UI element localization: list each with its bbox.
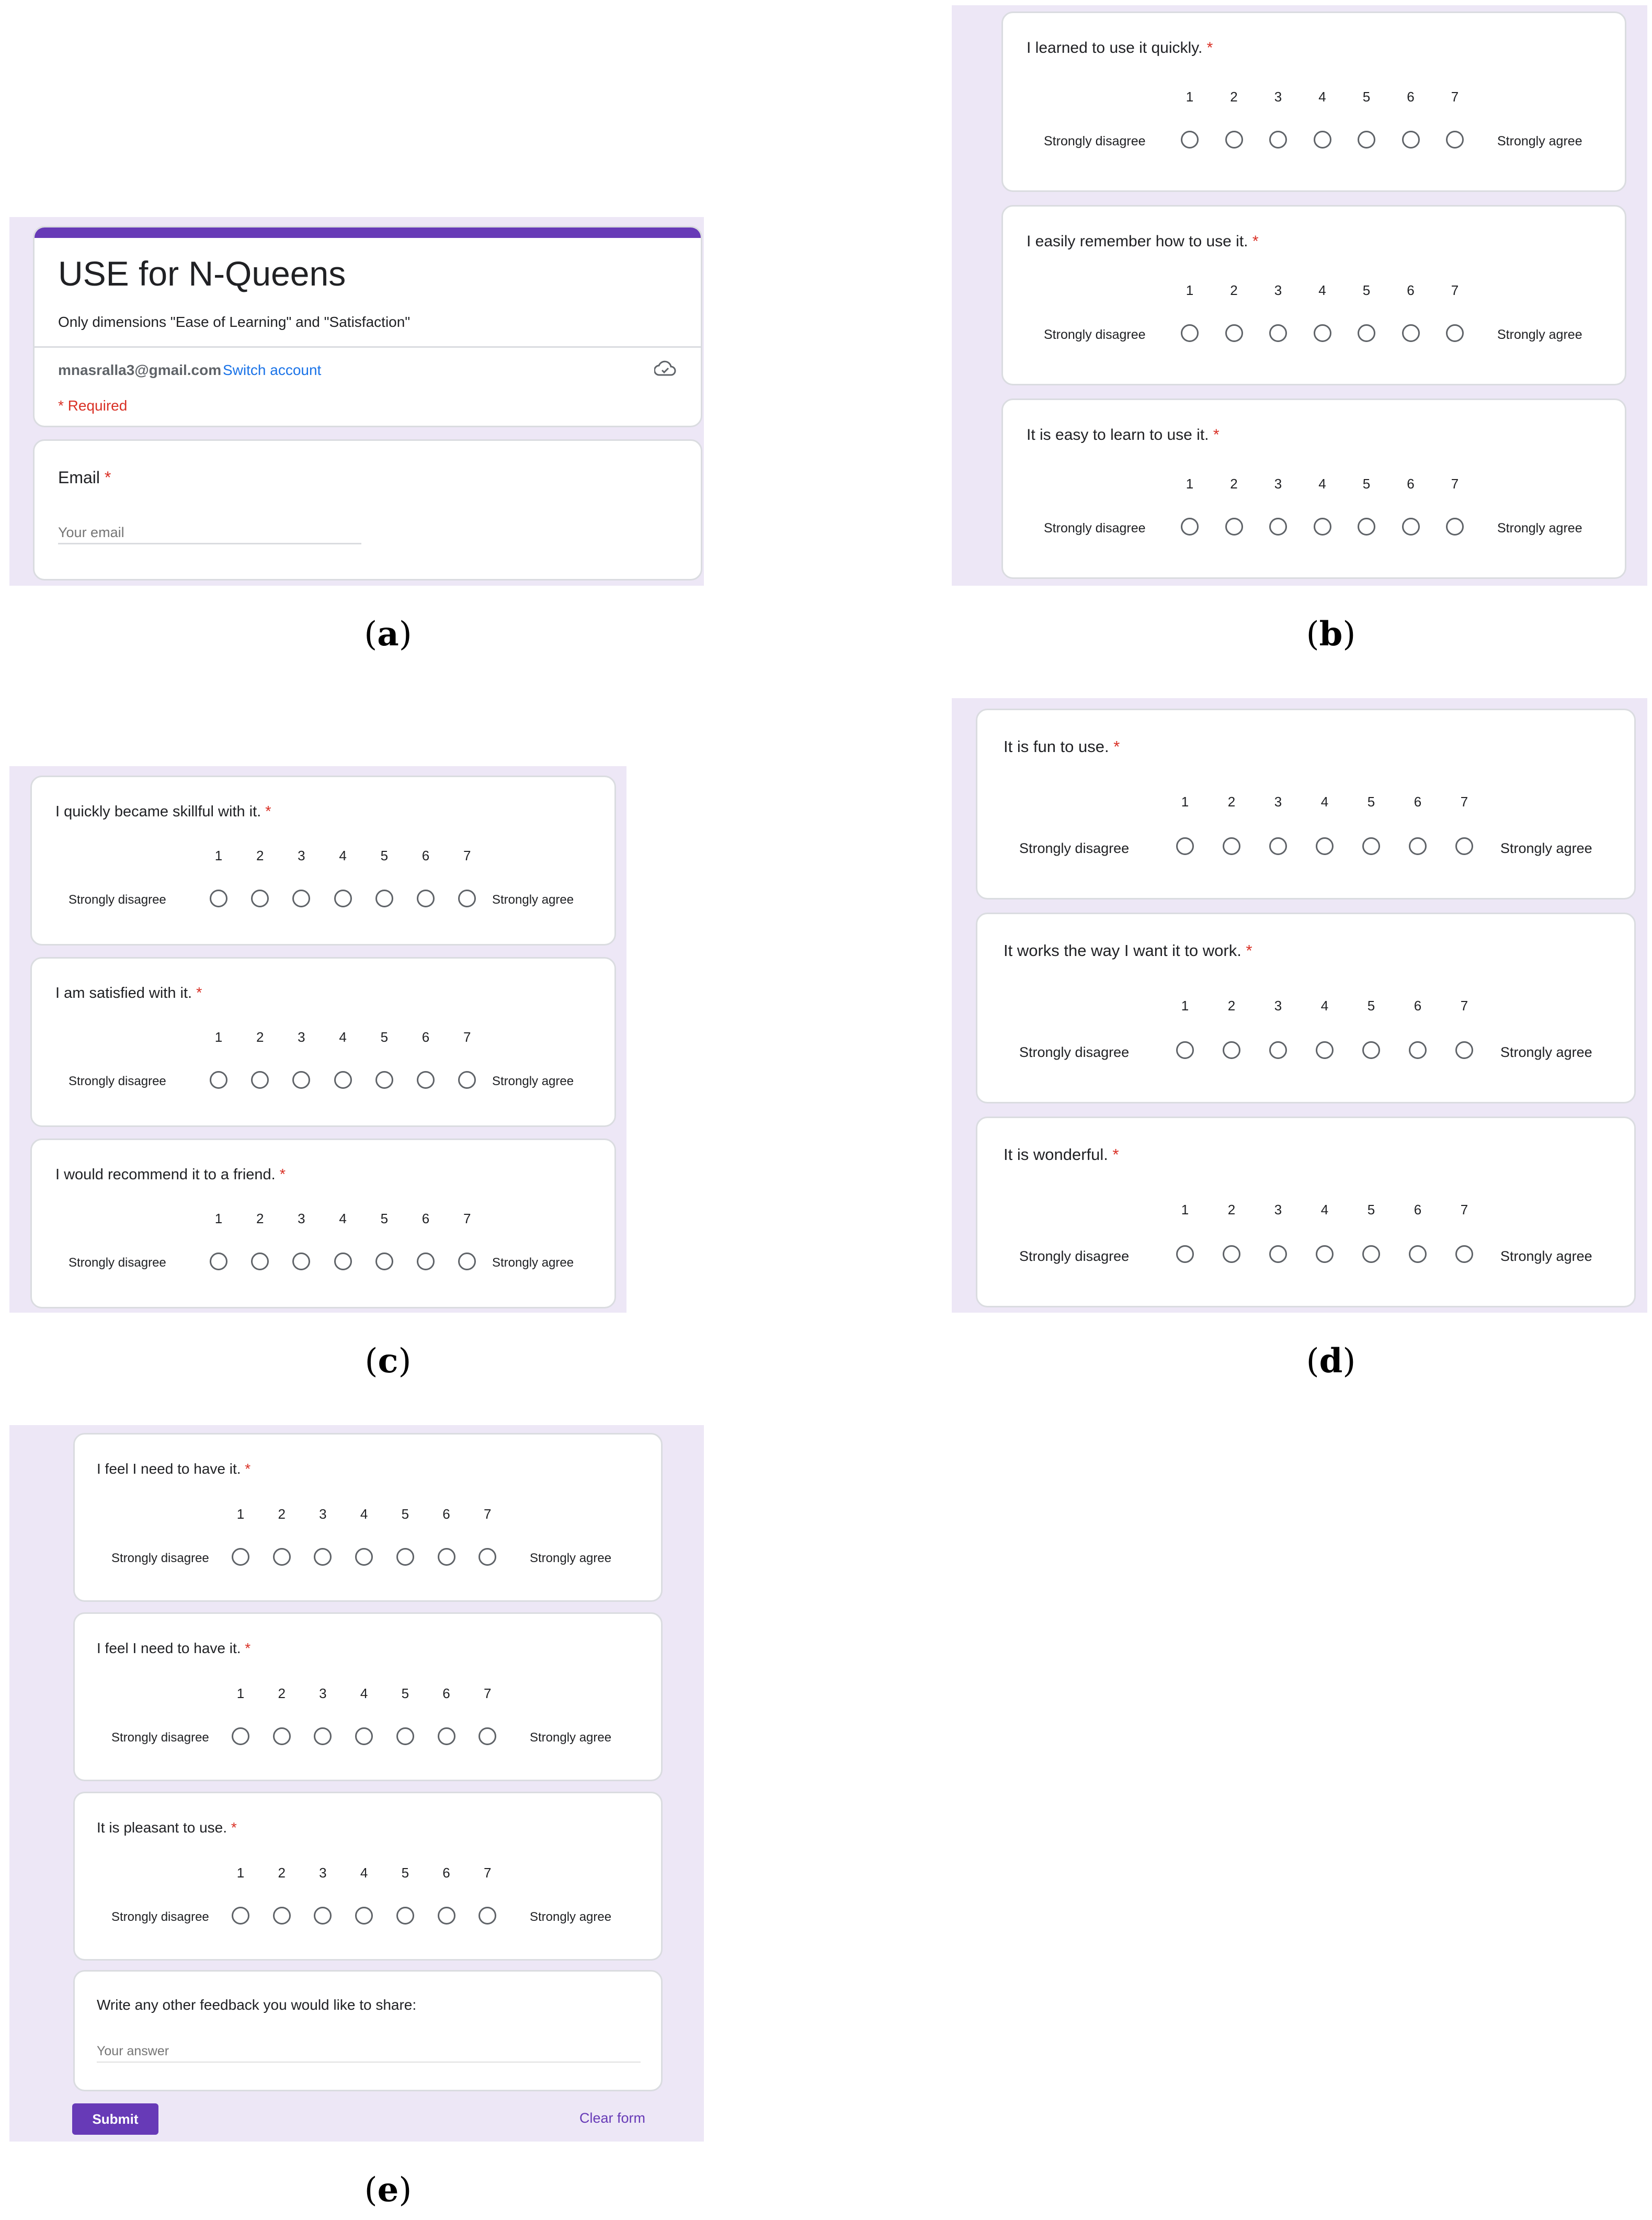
- scale-number: 4: [360, 1686, 368, 1701]
- required-asterisk: *: [261, 803, 271, 820]
- scale-number: 1: [1181, 794, 1189, 810]
- scale-number: 3: [298, 1211, 305, 1226]
- scale-number: 2: [1227, 794, 1236, 810]
- scale-radio-6[interactable]: [438, 1548, 455, 1566]
- scale-number: 1: [214, 1211, 223, 1226]
- question-label: I feel I need to have it.: [97, 1640, 241, 1656]
- scale-radio-3[interactable]: [1269, 837, 1287, 855]
- scale-low-label: Strongly disagree: [111, 1910, 209, 1924]
- scale-radio-1[interactable]: [1181, 131, 1199, 149]
- scale-radio-2[interactable]: [1223, 1041, 1240, 1059]
- scale-radio-7[interactable]: [1455, 1041, 1473, 1059]
- scale-radio-6[interactable]: [417, 890, 435, 907]
- question-text: [1004, 941, 1252, 960]
- required-asterisk: *: [192, 985, 202, 1001]
- scale-number: 1: [214, 848, 223, 863]
- question-text: [55, 1166, 286, 1183]
- required-asterisk: *: [227, 1819, 237, 1836]
- scale-radio-2[interactable]: [1223, 1245, 1240, 1263]
- submit-button[interactable]: Submit: [72, 2103, 158, 2135]
- scale-number: 6: [1414, 794, 1422, 810]
- scale-number: 5: [401, 1865, 409, 1881]
- question-card: [30, 957, 616, 1127]
- scale-low-label: Strongly disagree: [1044, 327, 1146, 342]
- scale-number: 5: [401, 1686, 409, 1701]
- scale-radio-3[interactable]: [1269, 518, 1287, 536]
- scale-radio-5[interactable]: [1362, 837, 1380, 855]
- question-text: [1027, 233, 1259, 251]
- scale-high-label: Strongly agree: [530, 1731, 612, 1745]
- scale-radio-2[interactable]: [251, 1071, 269, 1089]
- scale-number: 2: [1230, 282, 1238, 298]
- scale-radio-1[interactable]: [1176, 837, 1194, 855]
- scale-high-label: Strongly agree: [492, 1074, 574, 1088]
- question-card: [30, 776, 616, 946]
- scale-radio-5[interactable]: [1358, 324, 1375, 342]
- scale-radio-1[interactable]: [1181, 518, 1199, 536]
- scale-number: 6: [1407, 282, 1415, 298]
- question-label: I quickly became skillful with it.: [55, 803, 261, 820]
- scale-number: 7: [1460, 794, 1468, 810]
- feedback-input[interactable]: [97, 2041, 641, 2063]
- scale-radio-5[interactable]: [1362, 1041, 1380, 1059]
- scale-radio-2[interactable]: [273, 1727, 291, 1745]
- required-asterisk: *: [1109, 737, 1120, 756]
- question-label: It works the way I want it to work.: [1004, 941, 1241, 960]
- scale-low-label: Strongly disagree: [1044, 521, 1146, 536]
- question-label: I learned to use it quickly.: [1027, 39, 1203, 56]
- scale-number: 1: [236, 1506, 245, 1522]
- scale-radio-1[interactable]: [210, 1071, 227, 1089]
- scale-radio-6[interactable]: [417, 1253, 435, 1270]
- scale-number: 3: [319, 1506, 327, 1522]
- scale-radio-7[interactable]: [458, 1071, 476, 1089]
- question-card: [976, 1117, 1636, 1307]
- clear-form-button[interactable]: Clear form: [579, 2110, 646, 2126]
- scale-low-label: Strongly disagree: [69, 893, 166, 907]
- scale-number: 3: [298, 848, 305, 863]
- scale-radio-5[interactable]: [375, 890, 393, 907]
- scale-radio-7[interactable]: [1446, 131, 1464, 149]
- form-header-card: [33, 226, 702, 427]
- feedback-card: [73, 1970, 663, 2091]
- caption-e: (e): [364, 2170, 412, 2210]
- scale-number: 1: [1186, 282, 1194, 298]
- scale-radio-4[interactable]: [334, 890, 352, 907]
- scale-radio-4[interactable]: [1316, 837, 1334, 855]
- scale-radio-3[interactable]: [314, 1727, 332, 1745]
- scale-number: 3: [1274, 89, 1282, 105]
- scale-number: 2: [278, 1865, 286, 1881]
- required-asterisk: *: [241, 1640, 251, 1656]
- scale-radio-3[interactable]: [1269, 1245, 1287, 1263]
- scale-radio-2[interactable]: [273, 1548, 291, 1566]
- caption-d: (d): [1306, 1341, 1356, 1381]
- scale-number: 1: [1181, 998, 1189, 1014]
- scale-radio-5[interactable]: [396, 1907, 414, 1925]
- scale-radio-1[interactable]: [210, 1253, 227, 1270]
- scale-radio-1[interactable]: [232, 1727, 249, 1745]
- scale-number: 3: [319, 1865, 327, 1881]
- panel-a: [9, 217, 704, 586]
- scale-radio-5[interactable]: [396, 1548, 414, 1566]
- scale-radio-2[interactable]: [1223, 837, 1240, 855]
- scale-radio-3[interactable]: [1269, 131, 1287, 149]
- scale-number: 5: [401, 1506, 409, 1522]
- scale-radio-7[interactable]: [458, 1253, 476, 1270]
- scale-radio-2[interactable]: [251, 1253, 269, 1270]
- scale-high-label: Strongly agree: [1500, 840, 1592, 856]
- scale-number: 5: [1367, 794, 1375, 810]
- scale-number: 3: [1274, 794, 1282, 810]
- scale-number: 6: [442, 1865, 450, 1881]
- scale-number: 6: [1414, 1202, 1422, 1217]
- scale-radio-1[interactable]: [1181, 324, 1199, 342]
- scale-radio-4[interactable]: [1314, 324, 1331, 342]
- scale-radio-6[interactable]: [1409, 1041, 1427, 1059]
- scale-high-label: Strongly agree: [530, 1551, 612, 1565]
- cloud-saved-icon: [654, 359, 676, 378]
- scale-number: 4: [1318, 282, 1326, 298]
- question-text: [1004, 1145, 1119, 1164]
- question-label: It is fun to use.: [1004, 737, 1109, 756]
- scale-radio-3[interactable]: [314, 1907, 332, 1925]
- scale-radio-2[interactable]: [273, 1907, 291, 1925]
- scale-radio-7[interactable]: [478, 1727, 496, 1745]
- scale-number: 5: [380, 1029, 389, 1045]
- email-question-card: [33, 439, 702, 580]
- scale-high-label: Strongly agree: [1497, 134, 1582, 149]
- scale-radio-4[interactable]: [334, 1071, 352, 1089]
- scale-low-label: Strongly disagree: [69, 1256, 166, 1270]
- scale-number: 5: [380, 848, 389, 863]
- scale-radio-1[interactable]: [210, 890, 227, 907]
- required-asterisk: *: [1202, 39, 1213, 56]
- question-card: [1001, 399, 1626, 579]
- scale-number: 1: [1186, 476, 1194, 492]
- scale-number: 6: [1407, 476, 1415, 492]
- scale-radio-6[interactable]: [438, 1907, 455, 1925]
- scale-number: 4: [1320, 1202, 1329, 1217]
- question-card: [73, 1433, 663, 1602]
- header-divider: [35, 346, 701, 348]
- scale-radio-6[interactable]: [1402, 518, 1420, 536]
- scale-radio-1[interactable]: [232, 1907, 249, 1925]
- scale-number: 3: [1274, 998, 1282, 1014]
- form-title: USE for N-Queens: [58, 254, 346, 293]
- scale-number: 5: [1362, 282, 1371, 298]
- scale-radio-2[interactable]: [1225, 131, 1243, 149]
- scale-number: 7: [1451, 282, 1459, 298]
- required-asterisk: *: [275, 1166, 286, 1183]
- scale-number: 3: [298, 1029, 305, 1045]
- scale-number: 7: [1451, 89, 1459, 105]
- email-input[interactable]: [58, 522, 361, 544]
- question-label: It is wonderful.: [1004, 1145, 1108, 1164]
- scale-number: 6: [421, 1211, 430, 1226]
- scale-radio-3[interactable]: [292, 890, 310, 907]
- scale-low-label: Strongly disagree: [69, 1074, 166, 1088]
- scale-number: 7: [483, 1865, 492, 1881]
- scale-number: 5: [1367, 1202, 1375, 1217]
- scale-number: 7: [1451, 476, 1459, 492]
- question-label: I feel I need to have it.: [97, 1461, 241, 1477]
- scale-radio-3[interactable]: [292, 1253, 310, 1270]
- scale-radio-7[interactable]: [1455, 1245, 1473, 1263]
- scale-radio-2[interactable]: [251, 890, 269, 907]
- scale-number: 4: [339, 1029, 347, 1045]
- scale-number: 7: [1460, 998, 1468, 1014]
- scale-number: 1: [1181, 1202, 1189, 1217]
- scale-number: 1: [214, 1029, 223, 1045]
- scale-number: 1: [236, 1686, 245, 1701]
- required-asterisk: *: [1209, 426, 1220, 443]
- scale-radio-5[interactable]: [375, 1253, 393, 1270]
- question-label: It is pleasant to use.: [97, 1819, 227, 1836]
- scale-radio-4[interactable]: [1314, 518, 1331, 536]
- scale-radio-7[interactable]: [478, 1907, 496, 1925]
- scale-number: 7: [463, 848, 471, 863]
- scale-radio-7[interactable]: [458, 890, 476, 907]
- question-card: [73, 1612, 663, 1781]
- scale-radio-3[interactable]: [314, 1548, 332, 1566]
- scale-radio-6[interactable]: [1409, 1245, 1427, 1263]
- scale-number: 3: [1274, 1202, 1282, 1217]
- question-text: [97, 1461, 250, 1477]
- scale-high-label: Strongly agree: [1497, 327, 1582, 342]
- scale-radio-5[interactable]: [1358, 131, 1375, 149]
- scale-radio-5[interactable]: [375, 1071, 393, 1089]
- scale-number: 2: [256, 1029, 264, 1045]
- caption-c: (c): [364, 1341, 412, 1381]
- scale-number: 5: [1367, 998, 1375, 1014]
- scale-number: 4: [339, 848, 347, 863]
- form-description: Only dimensions "Ease of Learning" and "Satisfaction": [58, 314, 411, 330]
- scale-number: 1: [1186, 89, 1194, 105]
- question-card: [976, 709, 1636, 900]
- scale-radio-2[interactable]: [1225, 324, 1243, 342]
- question-text: [55, 985, 202, 1002]
- scale-radio-4[interactable]: [1316, 1041, 1334, 1059]
- scale-number: 6: [1414, 998, 1422, 1014]
- scale-number: 4: [339, 1211, 347, 1226]
- question-label: I would recommend it to a friend.: [55, 1166, 276, 1183]
- required-asterisk: *: [1241, 941, 1252, 960]
- scale-radio-5[interactable]: [396, 1727, 414, 1745]
- scale-low-label: Strongly disagree: [111, 1731, 209, 1745]
- scale-radio-1[interactable]: [232, 1548, 249, 1566]
- scale-number: 5: [1362, 89, 1371, 105]
- question-text: [1027, 39, 1213, 57]
- question-card: [1001, 12, 1626, 192]
- required-asterisk: *: [1248, 233, 1259, 250]
- scale-number: 2: [1227, 998, 1236, 1014]
- email-label: Email *: [58, 468, 111, 487]
- scale-number: 4: [1320, 998, 1329, 1014]
- scale-number: 6: [421, 848, 430, 863]
- scale-radio-4[interactable]: [355, 1907, 373, 1925]
- scale-number: 2: [278, 1506, 286, 1522]
- scale-high-label: Strongly agree: [530, 1910, 612, 1924]
- question-label: I easily remember how to use it.: [1027, 233, 1248, 250]
- question-text: [97, 1640, 250, 1657]
- scale-radio-4[interactable]: [355, 1548, 373, 1566]
- scale-number: 4: [1320, 794, 1329, 810]
- question-text: [97, 1819, 237, 1836]
- scale-low-label: Strongly disagree: [1044, 134, 1146, 149]
- scale-radio-1[interactable]: [1176, 1245, 1194, 1263]
- scale-number: 6: [421, 1029, 430, 1045]
- required-asterisk: *: [241, 1461, 251, 1477]
- scale-high-label: Strongly agree: [492, 1256, 574, 1270]
- scale-radio-3[interactable]: [292, 1071, 310, 1089]
- caption-a: (a): [364, 614, 412, 654]
- scale-radio-5[interactable]: [1358, 518, 1375, 536]
- scale-radio-7[interactable]: [1455, 837, 1473, 855]
- scale-number: 3: [319, 1686, 327, 1701]
- scale-number: 2: [1230, 89, 1238, 105]
- scale-number: 4: [1318, 476, 1326, 492]
- scale-radio-3[interactable]: [1269, 1041, 1287, 1059]
- feedback-label: Write any other feedback you would like to share:: [97, 1997, 417, 2013]
- switch-account-link[interactable]: Switch account: [223, 362, 322, 378]
- question-card: [73, 1792, 663, 1961]
- question-card: [30, 1139, 616, 1308]
- account-email: mnasralla3@gmail.com: [58, 362, 222, 378]
- scale-radio-5[interactable]: [1362, 1245, 1380, 1263]
- scale-number: 5: [380, 1211, 389, 1226]
- scale-radio-4[interactable]: [1316, 1245, 1334, 1263]
- question-text: [1004, 737, 1120, 756]
- caption-b: (b): [1306, 614, 1356, 654]
- question-card: [1001, 205, 1626, 385]
- scale-radio-7[interactable]: [478, 1548, 496, 1566]
- scale-radio-1[interactable]: [1176, 1041, 1194, 1059]
- scale-radio-3[interactable]: [1269, 324, 1287, 342]
- scale-radio-4[interactable]: [1314, 131, 1331, 149]
- scale-low-label: Strongly disagree: [111, 1551, 209, 1565]
- scale-number: 7: [463, 1211, 471, 1226]
- scale-radio-6[interactable]: [1402, 324, 1420, 342]
- question-card: [976, 913, 1636, 1103]
- question-label: It is easy to learn to use it.: [1027, 426, 1209, 443]
- scale-high-label: Strongly agree: [1500, 1248, 1592, 1264]
- scale-number: 7: [483, 1506, 492, 1522]
- scale-number: 2: [256, 1211, 264, 1226]
- question-text: [55, 803, 271, 821]
- scale-number: 6: [1407, 89, 1415, 105]
- scale-number: 3: [1274, 282, 1282, 298]
- scale-high-label: Strongly agree: [1497, 521, 1582, 536]
- scale-number: 2: [278, 1686, 286, 1701]
- scale-number: 7: [463, 1029, 471, 1045]
- scale-number: 4: [360, 1865, 368, 1881]
- scale-number: 1: [236, 1865, 245, 1881]
- scale-number: 2: [1230, 476, 1238, 492]
- scale-radio-6[interactable]: [438, 1727, 455, 1745]
- scale-number: 6: [442, 1686, 450, 1701]
- scale-high-label: Strongly agree: [1500, 1044, 1592, 1060]
- scale-radio-7[interactable]: [1446, 518, 1464, 536]
- scale-radio-4[interactable]: [355, 1727, 373, 1745]
- scale-number: 4: [1318, 89, 1326, 105]
- header-accent-bar: [35, 227, 701, 238]
- scale-radio-7[interactable]: [1446, 324, 1464, 342]
- scale-number: 5: [1362, 476, 1371, 492]
- scale-low-label: Strongly disagree: [1019, 1248, 1130, 1264]
- scale-number: 7: [1460, 1202, 1468, 1217]
- scale-number: 2: [256, 848, 264, 863]
- scale-low-label: Strongly disagree: [1019, 840, 1130, 856]
- question-text: [1027, 426, 1220, 444]
- scale-radio-6[interactable]: [417, 1071, 435, 1089]
- required-asterisk: *: [1108, 1145, 1119, 1164]
- scale-high-label: Strongly agree: [492, 893, 574, 907]
- scale-radio-6[interactable]: [1402, 131, 1420, 149]
- scale-number: 6: [442, 1506, 450, 1522]
- scale-number: 7: [483, 1686, 492, 1701]
- scale-number: 3: [1274, 476, 1282, 492]
- scale-radio-6[interactable]: [1409, 837, 1427, 855]
- scale-radio-4[interactable]: [334, 1253, 352, 1270]
- scale-number: 2: [1227, 1202, 1236, 1217]
- scale-radio-2[interactable]: [1225, 518, 1243, 536]
- scale-low-label: Strongly disagree: [1019, 1044, 1130, 1060]
- question-label: I am satisfied with it.: [55, 985, 192, 1001]
- scale-number: 4: [360, 1506, 368, 1522]
- required-note: * Required: [58, 397, 128, 414]
